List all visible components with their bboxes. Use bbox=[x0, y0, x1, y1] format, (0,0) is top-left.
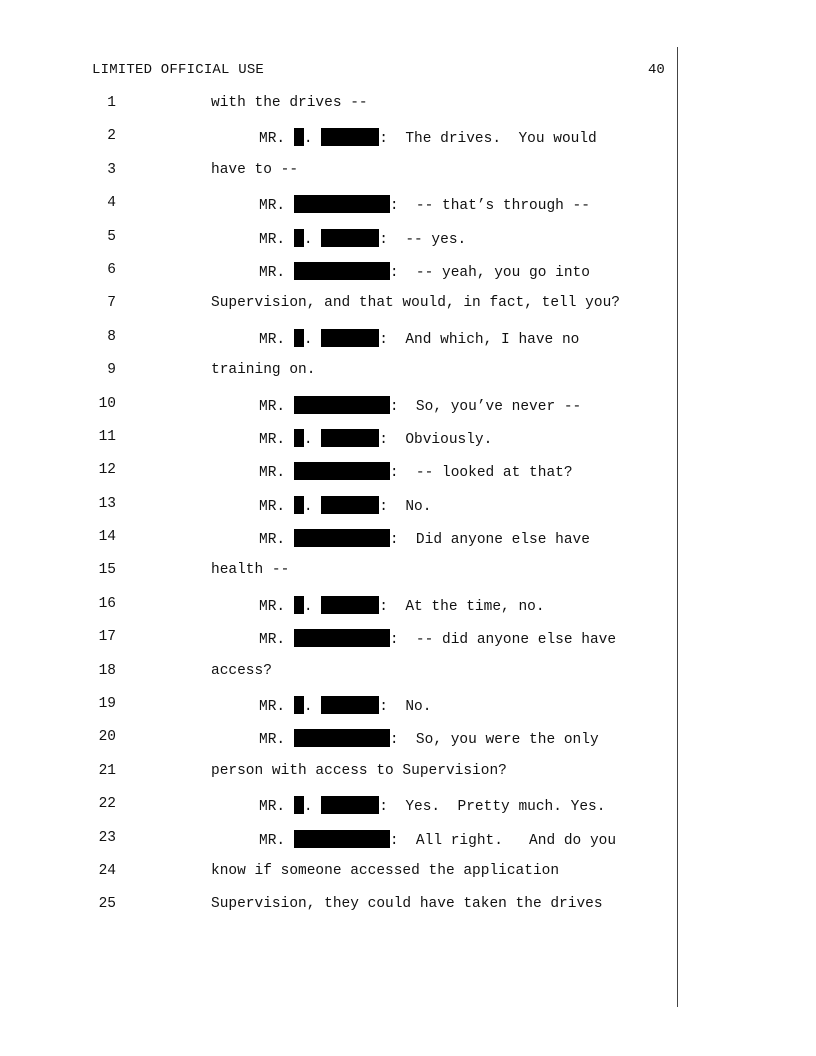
speaker-separator: . bbox=[303, 131, 322, 148]
spoken-text: : -- did anyone else have bbox=[389, 632, 617, 649]
line-text bbox=[259, 396, 581, 415]
continuation-text: access? bbox=[211, 662, 272, 679]
redaction-initial bbox=[294, 128, 304, 146]
redaction-name bbox=[294, 195, 390, 213]
speaker-title: MR. bbox=[259, 331, 294, 348]
line-text bbox=[259, 462, 573, 481]
redaction-surname bbox=[321, 496, 379, 514]
line-number: 8 bbox=[107, 328, 116, 345]
line-text bbox=[211, 95, 368, 111]
line-number: 15 bbox=[98, 562, 116, 579]
line-number: 9 bbox=[107, 362, 116, 379]
line-text bbox=[259, 729, 599, 748]
line-number: 23 bbox=[98, 829, 116, 846]
transcript-line bbox=[0, 362, 816, 395]
redaction-name bbox=[294, 729, 390, 747]
transcript-line bbox=[0, 830, 816, 863]
line-text bbox=[259, 262, 590, 281]
line-number: 22 bbox=[98, 796, 116, 813]
line-number: 18 bbox=[98, 662, 116, 679]
speaker-title: MR. bbox=[259, 832, 294, 849]
line-number: 16 bbox=[98, 595, 116, 612]
continuation-text: have to -- bbox=[211, 161, 299, 178]
speaker-title: MR. bbox=[259, 799, 294, 816]
spoken-text: : And which, I have no bbox=[379, 331, 580, 348]
speaker-separator: . bbox=[303, 699, 322, 716]
line-number: 13 bbox=[98, 495, 116, 512]
line-text bbox=[259, 429, 492, 448]
redaction-surname bbox=[321, 329, 379, 347]
continuation-text: Supervision, they could have taken the drives bbox=[211, 896, 603, 913]
line-number: 14 bbox=[98, 529, 116, 546]
line-text bbox=[259, 696, 431, 715]
page-number: 40 bbox=[648, 62, 665, 78]
transcript-line bbox=[0, 629, 816, 662]
redaction-surname bbox=[321, 128, 379, 146]
transcript-line bbox=[0, 396, 816, 429]
line-text bbox=[211, 362, 315, 378]
continuation-text: with the drives -- bbox=[211, 95, 368, 111]
spoken-text: : The drives. You would bbox=[379, 131, 597, 148]
continuation-text: training on. bbox=[211, 362, 316, 379]
continuation-text: person with access to Supervision? bbox=[211, 762, 507, 779]
redaction-initial bbox=[294, 596, 304, 614]
transcript-line bbox=[0, 262, 816, 295]
redaction-surname bbox=[321, 796, 379, 814]
spoken-text: : Obviously. bbox=[379, 431, 493, 448]
redaction-initial bbox=[294, 329, 304, 347]
line-number: 7 bbox=[107, 295, 116, 312]
transcript-line bbox=[0, 162, 816, 195]
classification-header: LIMITED OFFICIAL USE bbox=[92, 62, 265, 78]
transcript-line bbox=[0, 195, 816, 228]
transcript-line bbox=[0, 295, 816, 328]
line-number: 24 bbox=[98, 862, 116, 879]
speaker-separator: . bbox=[303, 431, 322, 448]
speaker-title: MR. bbox=[259, 632, 294, 649]
redaction-name bbox=[294, 462, 390, 480]
speaker-title: MR. bbox=[259, 598, 294, 615]
redaction-initial bbox=[294, 696, 304, 714]
line-number: 19 bbox=[98, 696, 116, 713]
transcript-line bbox=[0, 462, 816, 495]
line-number: 3 bbox=[107, 161, 116, 178]
spoken-text: : -- that’s through -- bbox=[389, 198, 590, 215]
speaker-separator: . bbox=[303, 231, 322, 248]
transcript-line bbox=[0, 496, 816, 529]
redaction-surname bbox=[321, 429, 379, 447]
line-number: 6 bbox=[107, 261, 116, 278]
line-text bbox=[211, 896, 603, 912]
redaction-surname bbox=[321, 229, 379, 247]
redaction-name bbox=[294, 629, 390, 647]
spoken-text: : -- yeah, you go into bbox=[389, 264, 590, 281]
spoken-text: : No. bbox=[379, 699, 432, 716]
line-text bbox=[259, 229, 466, 248]
spoken-text: : -- looked at that? bbox=[389, 465, 573, 482]
line-number: 4 bbox=[107, 195, 116, 212]
spoken-text: : So, you’ve never -- bbox=[389, 398, 582, 415]
speaker-separator: . bbox=[303, 331, 322, 348]
speaker-title: MR. bbox=[259, 198, 294, 215]
redaction-initial bbox=[294, 229, 304, 247]
transcript-line bbox=[0, 562, 816, 595]
transcript-line bbox=[0, 763, 816, 796]
speaker-separator: . bbox=[303, 799, 322, 816]
speaker-title: MR. bbox=[259, 264, 294, 281]
speaker-separator: . bbox=[303, 598, 322, 615]
line-text bbox=[259, 128, 597, 147]
transcript-line bbox=[0, 95, 816, 128]
line-text bbox=[211, 295, 620, 311]
line-number: 10 bbox=[98, 395, 116, 412]
redaction-name bbox=[294, 830, 390, 848]
line-text bbox=[259, 596, 545, 615]
transcript-line bbox=[0, 529, 816, 562]
continuation-text: know if someone accessed the application bbox=[211, 862, 560, 879]
line-text bbox=[259, 796, 605, 815]
line-text bbox=[211, 763, 507, 779]
spoken-text: : Yes. Pretty much. Yes. bbox=[379, 799, 606, 816]
line-number: 5 bbox=[107, 228, 116, 245]
redaction-surname bbox=[321, 596, 379, 614]
speaker-separator: . bbox=[303, 498, 322, 515]
speaker-title: MR. bbox=[259, 131, 294, 148]
redaction-name bbox=[294, 529, 390, 547]
redaction-name bbox=[294, 396, 390, 414]
continuation-text: health -- bbox=[211, 562, 290, 579]
line-text bbox=[211, 562, 289, 578]
spoken-text: : -- yes. bbox=[379, 231, 467, 248]
speaker-title: MR. bbox=[259, 465, 294, 482]
transcript-line bbox=[0, 863, 816, 896]
line-text bbox=[259, 496, 431, 515]
transcript-line bbox=[0, 696, 816, 729]
transcript-line bbox=[0, 429, 816, 462]
spoken-text: : So, you were the only bbox=[389, 732, 599, 749]
transcript-line bbox=[0, 796, 816, 829]
line-text bbox=[259, 529, 590, 548]
spoken-text: : Did anyone else have bbox=[389, 532, 590, 549]
speaker-title: MR. bbox=[259, 732, 294, 749]
line-text bbox=[211, 663, 272, 679]
line-text bbox=[259, 830, 616, 849]
spoken-text: : No. bbox=[379, 498, 432, 515]
spoken-text: : At the time, no. bbox=[379, 598, 545, 615]
line-number: 12 bbox=[98, 462, 116, 479]
line-number: 20 bbox=[98, 729, 116, 746]
speaker-title: MR. bbox=[259, 699, 294, 716]
transcript-line bbox=[0, 128, 816, 161]
transcript-line bbox=[0, 229, 816, 262]
line-number: 25 bbox=[98, 896, 116, 913]
transcript-lines bbox=[0, 95, 816, 930]
redaction-initial bbox=[294, 429, 304, 447]
redaction-initial bbox=[294, 796, 304, 814]
speaker-title: MR. bbox=[259, 498, 294, 515]
line-number: 1 bbox=[107, 95, 116, 111]
line-number: 21 bbox=[98, 762, 116, 779]
line-text bbox=[259, 629, 616, 648]
speaker-title: MR. bbox=[259, 532, 294, 549]
transcript-line bbox=[0, 596, 816, 629]
line-number: 11 bbox=[98, 428, 116, 445]
redaction-name bbox=[294, 262, 390, 280]
transcript-line bbox=[0, 896, 816, 929]
speaker-title: MR. bbox=[259, 431, 294, 448]
transcript-line bbox=[0, 329, 816, 362]
continuation-text: Supervision, and that would, in fact, tell you? bbox=[211, 295, 620, 312]
speaker-title: MR. bbox=[259, 231, 294, 248]
line-text bbox=[259, 329, 579, 348]
spoken-text: : All right. And do you bbox=[389, 832, 617, 849]
line-text bbox=[211, 863, 559, 879]
line-text bbox=[259, 195, 590, 214]
transcript-line bbox=[0, 729, 816, 762]
redaction-initial bbox=[294, 496, 304, 514]
line-text bbox=[211, 162, 298, 178]
line-number: 17 bbox=[98, 629, 116, 646]
speaker-title: MR. bbox=[259, 398, 294, 415]
transcript-line bbox=[0, 663, 816, 696]
redaction-surname bbox=[321, 696, 379, 714]
line-number: 2 bbox=[107, 128, 116, 145]
